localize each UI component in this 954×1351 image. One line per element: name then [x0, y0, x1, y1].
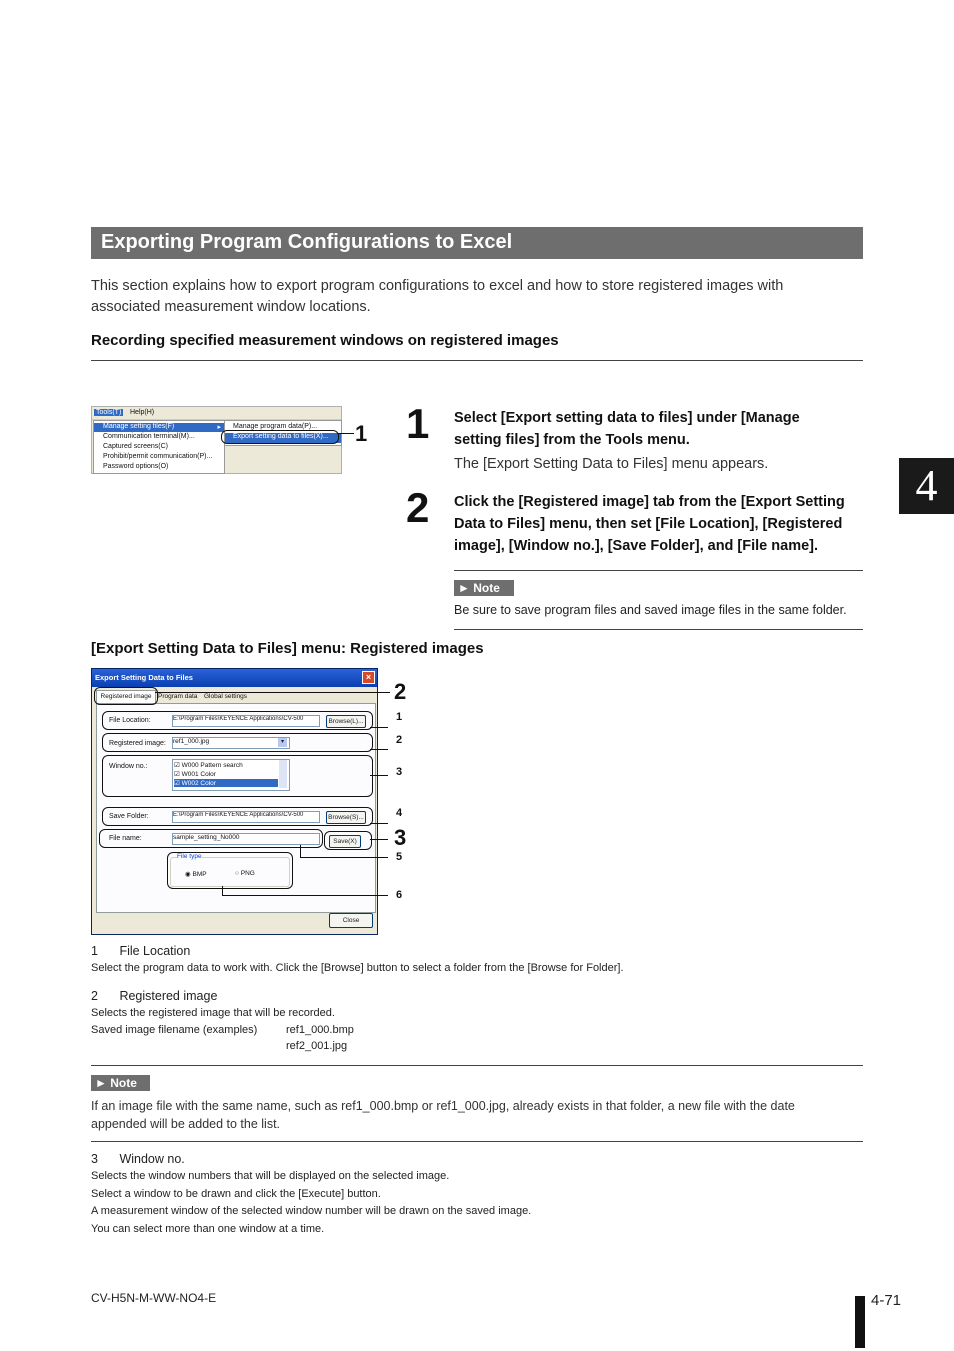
note2-divider-top — [91, 1065, 863, 1066]
file-name-input[interactable]: sample_setting_No000 — [172, 833, 320, 845]
menu-item-captured-screens[interactable]: Captured screens(C) — [103, 443, 168, 450]
step-number-1: 1 — [406, 400, 430, 447]
highlight-oval — [221, 430, 339, 444]
window-item-label: W000 Pattern search — [181, 762, 243, 769]
step-2-title-line: Click the [Registered image] tab from the [Export Setting — [454, 494, 845, 510]
step-1-title — [454, 407, 800, 451]
subheading-dialog: [Export Setting Data to Files] menu: Registered images — [91, 640, 484, 657]
highlight-oval — [102, 807, 373, 826]
close-button[interactable]: Close — [329, 913, 373, 928]
chevron-down-icon[interactable]: ▾ — [278, 738, 287, 747]
intro-line-1: This section explains how to export program configurations to excel and how to store registered images with — [91, 278, 784, 294]
tab-registered-image[interactable]: Registered image — [96, 690, 156, 704]
list-item[interactable]: ☑ W001 Color — [174, 771, 216, 778]
item-3-heading — [91, 1151, 185, 1168]
callout-1: 1 — [355, 421, 368, 446]
callout-small-6: 6 — [396, 889, 403, 901]
radio-bmp[interactable]: ◉ BMP — [185, 871, 207, 878]
radio-png-label: PNG — [240, 870, 255, 877]
subheading-recording: Recording specified measurement windows on registered images — [91, 332, 559, 349]
callout-line — [370, 775, 388, 776]
callout-small-3: 3 — [396, 766, 403, 778]
list-item[interactable]: ☑ W000 Pattern search — [174, 762, 243, 769]
menu-item-prohibit-permit[interactable]: Prohibit/permit communication(P)... — [103, 453, 213, 460]
menu-tools[interactable]: Tools(T) — [96, 409, 122, 416]
divider — [91, 360, 863, 361]
item-label: Registered image — [119, 989, 218, 1003]
item-2-heading — [91, 988, 217, 1005]
chapter-number: 4 — [915, 461, 938, 510]
tab-global-settings[interactable]: Global settings — [204, 693, 247, 700]
note2-divider-bottom — [91, 1141, 863, 1142]
note2-badge: ► Note — [91, 1075, 150, 1091]
file-name-label: File name: — [109, 835, 142, 842]
registered-image-label: Registered image: — [109, 740, 166, 747]
item-2-desc: Selects the registered image that will be recorded. — [91, 1007, 335, 1019]
dialog-titlebar — [92, 669, 377, 687]
submenu-arrow-icon: ▸ — [217, 424, 221, 431]
item-3-line: A measurement window of the selected window number will be drawn on the saved image. — [91, 1205, 532, 1217]
callout-large-2: 2 — [394, 679, 407, 704]
file-location-input[interactable]: E:\Program Files\KEYENCE Applications\CV-500 — [172, 715, 320, 727]
highlight-oval — [102, 755, 373, 797]
radio-bmp-label: BMP — [192, 871, 207, 878]
step-1-desc: The [Export Setting Data to Files] menu appears. — [454, 456, 769, 472]
note-divider-bottom — [454, 629, 863, 630]
callout-line — [370, 749, 388, 750]
callout-line — [370, 823, 388, 824]
menu-item-communication-terminal[interactable]: Communication terminal(M)... — [103, 433, 195, 440]
window-item-label: W001 Color — [181, 771, 216, 778]
note2-line: appended will be added to the list. — [91, 1117, 281, 1131]
browse-save-folder-button[interactable]: Browse(S)... — [326, 811, 366, 824]
highlight-oval — [102, 711, 373, 730]
note-text: Be sure to save program files and saved image files in the same folder. — [454, 603, 847, 617]
callout-line — [370, 727, 388, 728]
save-button[interactable]: Save(X) — [329, 835, 361, 848]
chapter-tab — [899, 458, 954, 514]
item-3-desc — [91, 1168, 531, 1238]
callout-small-2: 2 — [396, 734, 403, 746]
page-number: 4-71 — [871, 1292, 902, 1309]
step-1-title-line: Select [Export setting data to files] under [Manage — [454, 410, 800, 426]
step-1-title-line: setting files] from the Tools menu. — [454, 432, 690, 448]
item-label: File Location — [119, 944, 191, 958]
item-number: 2 — [91, 989, 98, 1003]
list-item[interactable]: ☑ W002 Color — [174, 779, 278, 787]
radio-png[interactable]: ○ PNG — [235, 870, 255, 877]
highlight-oval — [324, 831, 372, 850]
section-title-bar — [91, 227, 863, 259]
callout-small-1: 1 — [396, 711, 403, 723]
intro-paragraph — [91, 276, 783, 318]
callout-small-4: 4 — [396, 807, 403, 819]
item-1-heading — [91, 943, 190, 960]
step-2-title-line: Data to Files] menu, then set [File Location], [Registered — [454, 516, 843, 532]
item-1-desc: Select the program data to work with. Click the [Browse] button to select a folder from the [Browse for Folder]. — [91, 962, 624, 974]
save-folder-input[interactable]: E:\Program Files\KEYENCE Applications\CV-500 — [172, 811, 320, 823]
registered-image-select[interactable]: ref1_000.jpg — [172, 737, 290, 749]
example-label: Saved image filename (examples) — [91, 1024, 258, 1036]
highlight-oval — [94, 687, 158, 705]
note2-line: If an image file with the same name, such as ref1_000.bmp or ref1_000.jpg, already exists in that folder, a new file with the date — [91, 1099, 795, 1113]
submenu-export-label: Export setting data to files(X)... — [233, 433, 329, 440]
dialog-title: Export Setting Data to Files — [95, 673, 193, 682]
tools-dropdown — [93, 420, 225, 474]
browse-location-button[interactable]: Browse(L)... — [326, 715, 366, 728]
note2-text — [91, 1097, 795, 1133]
footer-bar — [855, 1296, 865, 1348]
close-icon[interactable]: × — [362, 671, 375, 684]
window-no-label: Window no.: — [109, 763, 148, 770]
step-2-title — [454, 491, 845, 557]
section-title: Exporting Program Configurations to Excel — [101, 231, 513, 253]
callout-line — [155, 692, 390, 693]
callout-large-3: 3 — [394, 825, 407, 850]
item-number: 1 — [91, 944, 98, 958]
save-folder-label: Save Folder: — [109, 813, 149, 820]
file-type-label: File type — [177, 853, 202, 860]
window-item-label: W002 Color — [181, 780, 216, 787]
step-number-2: 2 — [406, 484, 430, 531]
menu-help[interactable]: Help(H) — [130, 409, 155, 416]
item-3-line: Selects the window numbers that will be displayed on the selected image. — [91, 1170, 450, 1182]
menu-item-manage-setting-files[interactable] — [94, 423, 224, 432]
menubar — [92, 407, 341, 420]
item-number: 3 — [91, 1152, 98, 1166]
menu-item-label: Manage setting files(F) — [103, 423, 175, 430]
item-3-line: You can select more than one window at a time. — [91, 1222, 325, 1235]
callout-line — [300, 857, 388, 858]
note-badge: ► Note — [454, 580, 514, 596]
tools-menu-screenshot — [91, 406, 342, 474]
item-3-line: Select a window to be drawn and click the [Execute] button. — [91, 1187, 381, 1200]
file-location-label: File Location: — [109, 717, 151, 724]
callout-line — [222, 886, 223, 895]
intro-line-2: associated measurement window locations. — [91, 299, 371, 315]
note-divider-top — [454, 570, 863, 571]
item-label: Window no. — [119, 1152, 185, 1166]
callout-line — [370, 839, 388, 840]
example-filename: ref1_000.bmp — [286, 1024, 354, 1036]
menu-item-password-options[interactable]: Password options(O) — [103, 463, 169, 470]
callout-line — [338, 433, 354, 434]
highlight-oval — [99, 829, 323, 848]
step-2-title-line: image], [Window no.], [Save Folder], and [File name]. — [454, 538, 819, 554]
callout-line — [300, 845, 301, 857]
highlight-oval — [102, 733, 373, 752]
callout-small-5: 5 — [396, 851, 403, 863]
tab-program-data[interactable]: Program data — [158, 693, 198, 700]
highlight-oval — [167, 852, 293, 889]
footer-code: CV-H5N-M-WW-NO4-E — [91, 1291, 217, 1305]
submenu-manage-program-data[interactable]: Manage program data(P)... — [233, 423, 318, 430]
callout-line — [222, 895, 388, 896]
example-filename: ref2_001.jpg — [286, 1040, 348, 1052]
